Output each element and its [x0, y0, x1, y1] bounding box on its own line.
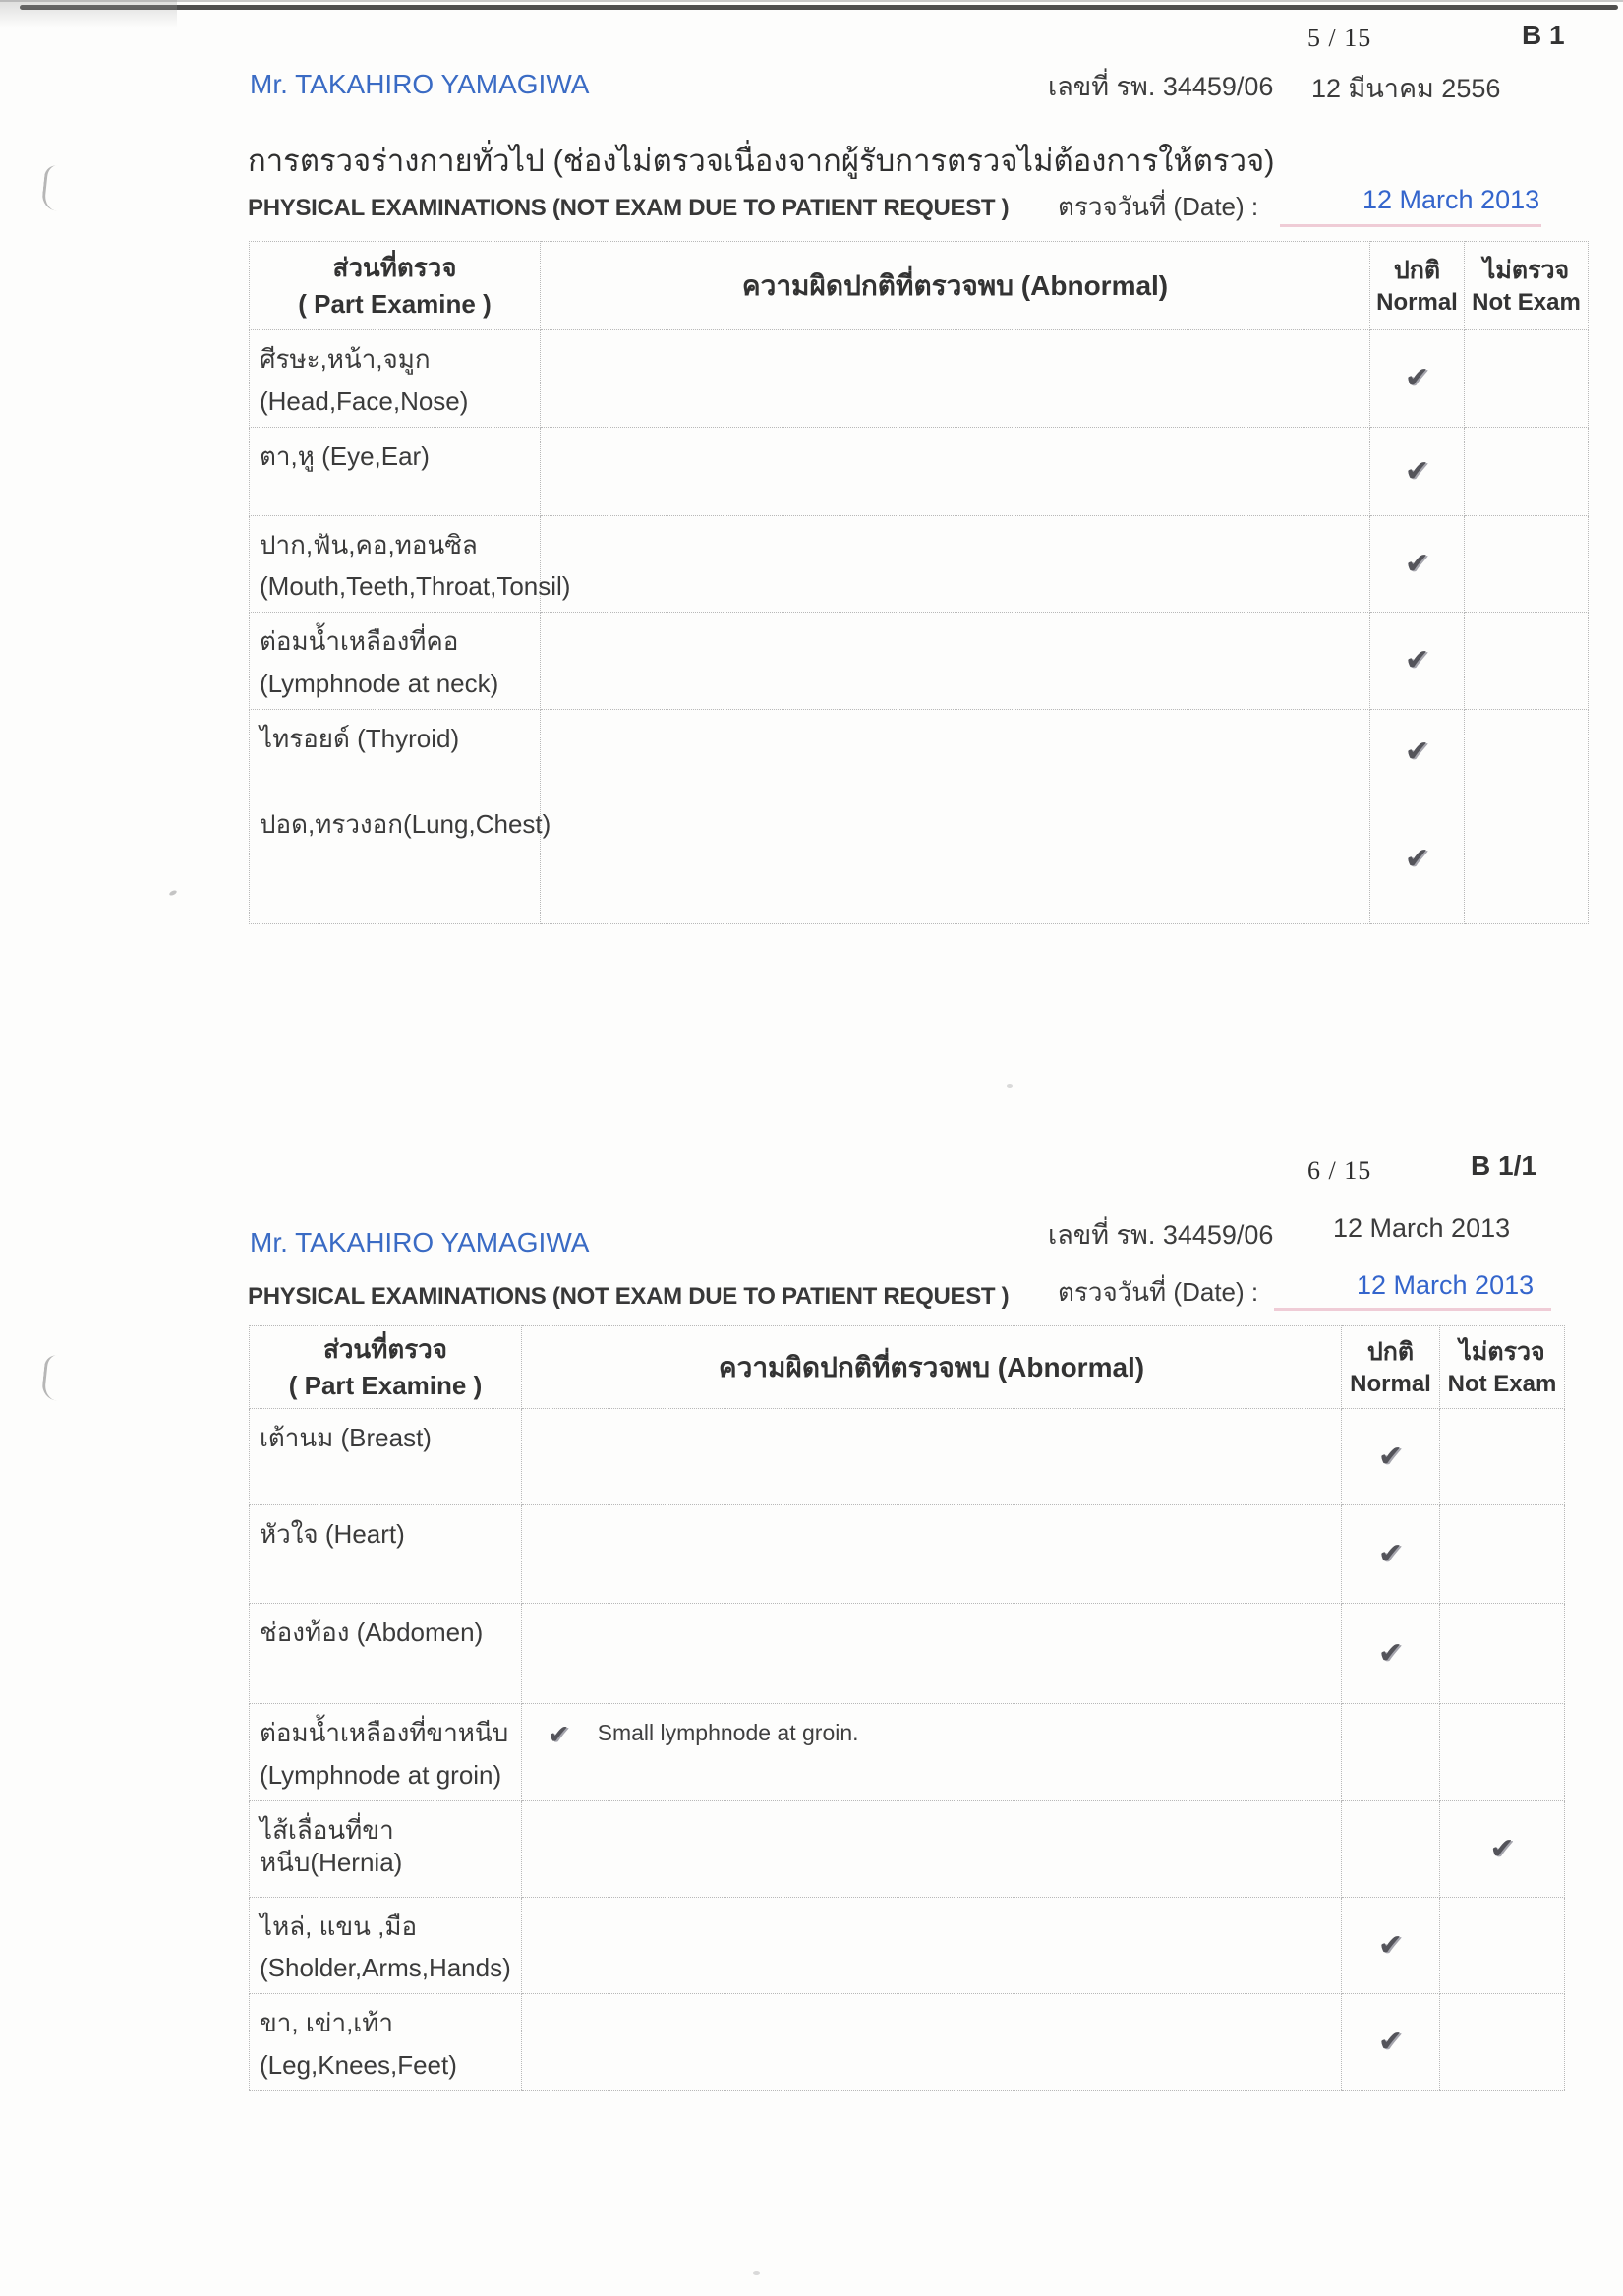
- exam-table-row: [250, 1800, 1565, 1897]
- part-label-thai: เต้านม (Breast): [260, 1423, 432, 1452]
- column-header-part-english: ( Part Examine ): [298, 288, 492, 319]
- exam-table-row: [250, 1704, 1565, 1801]
- exam-table-row: [250, 795, 1589, 923]
- part-examine-cell: [250, 1604, 522, 1704]
- abnormal-cell: [541, 613, 1370, 710]
- check-icon: ✔: [1404, 362, 1430, 395]
- column-header-not-exam: [1465, 242, 1589, 330]
- patient-name: Mr. TAKAHIRO YAMAGIWA: [250, 1227, 590, 1258]
- column-header-part-english: ( Part Examine ): [288, 1370, 483, 1400]
- part-label-english: (Mouth,Teeth,Throat,Tonsil): [260, 571, 571, 602]
- exam-date-label: ตรวจวันที่ (Date) :: [1058, 1277, 1259, 1307]
- column-header-part-examine: [250, 1326, 522, 1409]
- part-examine-cell: [250, 709, 541, 795]
- column-header-normal: [1342, 1326, 1440, 1409]
- part-examine-cell: [250, 1897, 522, 1994]
- page-number: 6 / 15: [1307, 1156, 1372, 1185]
- normal-check-cell: [1370, 613, 1465, 710]
- scan-speck-artifact: [169, 889, 178, 896]
- record-date-thai: 12 มีนาคม 2556: [1311, 74, 1501, 103]
- column-header-normal-thai: ปกติ: [1366, 1337, 1415, 1366]
- part-label-thai: ปาก,ฟัน,คอ,ทอนซิล: [260, 529, 478, 559]
- check-icon: ✔: [1404, 736, 1430, 769]
- part-examine-cell: [250, 1800, 522, 1897]
- abnormal-cell: [541, 330, 1370, 428]
- part-label-thai: ต่อมน้ำเหลืองที่ขาหนีบ: [260, 1718, 509, 1747]
- check-icon: ✔: [1377, 2026, 1404, 2059]
- not-exam-check-cell: [1465, 515, 1589, 613]
- scan-curl-artifact: [41, 1354, 65, 1401]
- exam-table-row: [250, 330, 1589, 428]
- part-label-thai: ปอด,ทรวงอก(Lung,Chest): [260, 808, 551, 839]
- normal-check-cell: [1370, 330, 1465, 428]
- scan-edge-line-artifact: [20, 5, 1618, 10]
- scan-curl-artifact: [41, 164, 65, 211]
- abnormal-cell: [522, 1409, 1342, 1505]
- check-icon: ✔: [1489, 1832, 1515, 1865]
- check-icon: ✔: [548, 1720, 570, 1749]
- column-header-part-thai: ส่วนที่ตรวจ: [322, 1334, 448, 1364]
- check-icon: ✔: [1377, 1637, 1404, 1670]
- column-header-part-examine: [250, 242, 541, 330]
- report-title-english: PHYSICAL EXAMINATIONS (NOT EXAM DUE TO PATIENT REQUEST ): [248, 195, 1010, 221]
- report-title-english: PHYSICAL EXAMINATIONS (NOT EXAM DUE TO PATIENT REQUEST ): [248, 1283, 1010, 1310]
- exam-table-row: [250, 1409, 1565, 1505]
- report-title-thai: การตรวจร่างกายทั่วไป (ช่องไม่ตรวจเนื่องจากผู้รับการตรวจไม่ต้องการให้ตรวจ): [248, 144, 1275, 178]
- part-label-thai: ไหล่, แขน ,มือ: [260, 1911, 418, 1941]
- normal-check-cell: [1342, 1409, 1440, 1505]
- check-icon: ✔: [1404, 843, 1430, 876]
- not-exam-check-cell: [1440, 1409, 1565, 1505]
- not-exam-check-cell: [1465, 427, 1589, 515]
- exam-table-row: [250, 613, 1589, 710]
- exam-date-value: 12 March 2013: [1357, 1270, 1535, 1300]
- not-exam-check-cell: [1465, 613, 1589, 710]
- check-icon: ✔: [1404, 644, 1430, 677]
- column-header-abnormal: ความผิดปกติที่ตรวจพบ (Abnormal): [522, 1326, 1342, 1409]
- check-icon: ✔: [1377, 1441, 1404, 1473]
- scan-smudge-artifact: [0, 0, 177, 28]
- check-icon: ✔: [1404, 547, 1430, 580]
- part-examine-cell: [250, 613, 541, 710]
- part-label-thai: ตา,หู (Eye,Ear): [260, 441, 430, 471]
- exam-table-row: [250, 1897, 1565, 1994]
- part-label-thai: ศีรษะ,หน้า,จมูก: [260, 344, 431, 374]
- part-label-english: (Lymphnode at neck): [260, 668, 499, 698]
- part-label-thai: ขา, เข่า,เท้า: [260, 2008, 393, 2038]
- not-exam-check-cell: [1440, 1994, 1565, 2091]
- part-label-thai: ไส้เลื่อนที่ขาหนีบ(Hernia): [260, 1814, 403, 1878]
- exam-table-row: [250, 427, 1589, 515]
- abnormal-cell: [541, 515, 1370, 613]
- normal-check-cell: [1370, 427, 1465, 515]
- section-code: B 1: [1522, 20, 1565, 50]
- hospital-record-number: เลขที่ รพ. 34459/06: [1048, 1220, 1274, 1250]
- part-examine-cell: [250, 1994, 522, 2091]
- not-exam-check-cell: [1440, 1897, 1565, 1994]
- column-header-part-thai: ส่วนที่ตรวจ: [332, 253, 457, 282]
- scan-speck-artifact: [753, 2271, 760, 2275]
- scan-edge-artifact: [0, 0, 1623, 2]
- abnormal-cell: [541, 709, 1370, 795]
- abnormal-cell: [541, 795, 1370, 923]
- abnormal-cell: [522, 1604, 1342, 1704]
- column-header-not-exam-thai: ไม่ตรวจ: [1482, 256, 1570, 284]
- part-examine-cell: [250, 1505, 522, 1604]
- abnormal-cell: [522, 1994, 1342, 2091]
- section-code: B 1/1: [1471, 1150, 1536, 1181]
- page-number: 5 / 15: [1307, 24, 1372, 52]
- normal-check-cell: [1342, 1800, 1440, 1897]
- part-examine-cell: [250, 427, 541, 515]
- normal-check-cell: [1342, 1994, 1440, 2091]
- physical-exam-table-page2: [249, 1325, 1565, 2091]
- part-label-english: (Sholder,Arms,Hands): [260, 1953, 511, 1983]
- not-exam-check-cell: [1465, 795, 1589, 923]
- normal-check-cell: [1342, 1704, 1440, 1801]
- exam-table-row: [250, 709, 1589, 795]
- part-label-thai: หัวใจ (Heart): [260, 1519, 405, 1549]
- exam-table-header-row: [250, 242, 1589, 330]
- not-exam-check-cell: [1465, 709, 1589, 795]
- scan-underline-artifact: [1280, 224, 1541, 227]
- column-header-normal-english: Normal: [1350, 1370, 1431, 1397]
- hospital-record-number: เลขที่ รพ. 34459/06: [1048, 72, 1274, 101]
- part-examine-cell: [250, 1409, 522, 1505]
- exam-table-row: [250, 1994, 1565, 2091]
- part-examine-cell: [250, 330, 541, 428]
- normal-check-cell: [1370, 515, 1465, 613]
- exam-table-row: [250, 1505, 1565, 1604]
- not-exam-check-cell: [1465, 330, 1589, 428]
- part-label-english: (Head,Face,Nose): [260, 385, 469, 416]
- normal-check-cell: [1370, 795, 1465, 923]
- part-label-english: (Lymphnode at groin): [260, 1759, 502, 1790]
- not-exam-check-cell: [1440, 1704, 1565, 1801]
- part-label-thai: ไทรอยด์ (Thyroid): [260, 723, 460, 753]
- part-examine-cell: [250, 795, 551, 923]
- patient-name: Mr. TAKAHIRO YAMAGIWA: [250, 69, 590, 99]
- column-header-not-exam-thai: ไม่ตรวจ: [1459, 1337, 1545, 1366]
- column-header-normal-english: Normal: [1376, 288, 1458, 316]
- column-header-not-exam: [1440, 1326, 1565, 1409]
- scan-speck-artifact: [1007, 1084, 1013, 1088]
- column-header-normal: [1370, 242, 1465, 330]
- abnormal-cell: [522, 1800, 1342, 1897]
- abnormal-note: Small lymphnode at groin.: [597, 1720, 859, 1745]
- physical-exam-table-page1: [249, 241, 1589, 924]
- not-exam-check-cell: [1440, 1505, 1565, 1604]
- normal-check-cell: [1370, 709, 1465, 795]
- abnormal-cell: [522, 1704, 1342, 1801]
- column-header-not-exam-english: Not Exam: [1472, 288, 1581, 316]
- part-examine-cell: [250, 515, 571, 613]
- scan-underline-artifact: [1274, 1308, 1551, 1311]
- part-label-thai: ช่องท้อง (Abdomen): [260, 1618, 484, 1647]
- column-header-not-exam-english: Not Exam: [1447, 1370, 1557, 1397]
- exam-table-row: [250, 515, 1589, 613]
- part-label-english: (Leg,Knees,Feet): [260, 2049, 457, 2080]
- normal-check-cell: [1342, 1897, 1440, 1994]
- exam-date-label: ตรวจวันที่ (Date) :: [1058, 192, 1259, 221]
- exam-table-header-row: [250, 1326, 1565, 1409]
- check-icon: ✔: [1377, 1538, 1404, 1570]
- column-header-abnormal: ความผิดปกติที่ตรวจพบ (Abnormal): [541, 242, 1370, 330]
- exam-date-value: 12 March 2013: [1362, 185, 1540, 214]
- check-icon: ✔: [1377, 1928, 1404, 1962]
- abnormal-cell: [522, 1505, 1342, 1604]
- abnormal-cell: [541, 427, 1370, 515]
- column-header-normal-thai: ปกติ: [1393, 256, 1441, 284]
- record-date: 12 March 2013: [1333, 1213, 1511, 1243]
- not-exam-check-cell: [1440, 1800, 1565, 1897]
- abnormal-cell: [522, 1897, 1342, 1994]
- check-icon: ✔: [1404, 454, 1430, 488]
- normal-check-cell: [1342, 1505, 1440, 1604]
- exam-table-row: [250, 1604, 1565, 1704]
- not-exam-check-cell: [1440, 1604, 1565, 1704]
- normal-check-cell: [1342, 1604, 1440, 1704]
- part-examine-cell: [250, 1704, 522, 1801]
- part-label-thai: ต่อมน้ำเหลืองที่คอ: [260, 626, 459, 657]
